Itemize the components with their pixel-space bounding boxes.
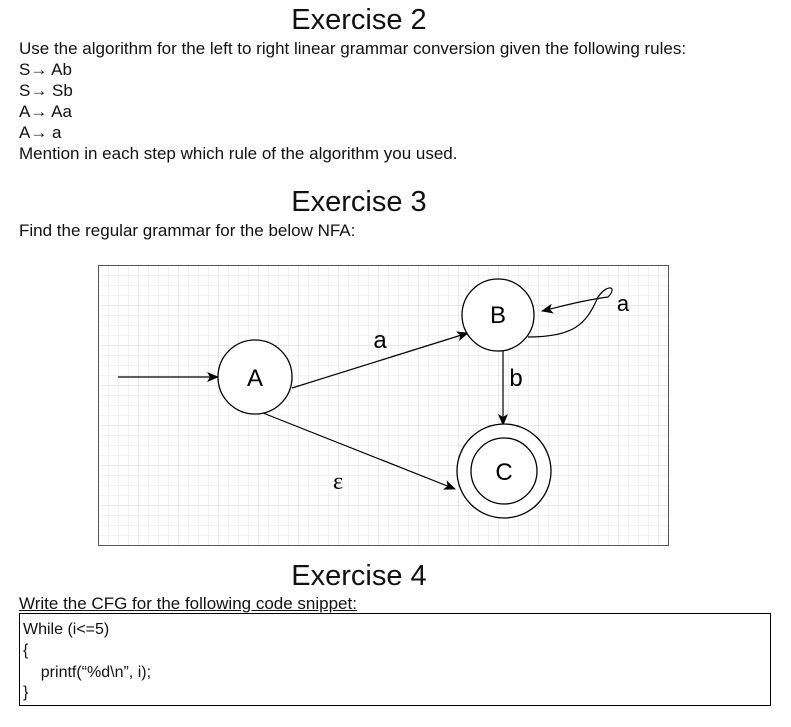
exercise-2-note: Mention in each step which rule of the algorithm you used. — [19, 144, 458, 163]
code-line-3: printf(“%d\n”, i); — [23, 664, 152, 681]
grammar-rule-2: S→ Sb — [19, 81, 73, 100]
exercise-2-title: Exercise 2 — [291, 4, 427, 36]
label-A-to-B: a — [373, 327, 387, 354]
grammar-rule-3: A→ Aa — [19, 102, 72, 121]
exercise-2-instruction: Use the algorithm for the left to right linear grammar conversion given the following rules: — [19, 39, 687, 58]
grammar-rule-1: S→ Ab — [19, 60, 72, 79]
label-A-to-C: ε — [332, 469, 344, 495]
code-line-2: { — [23, 642, 29, 659]
code-snippet-box — [19, 613, 771, 706]
exercise-4-instruction — [19, 593, 357, 614]
state-C-label: C — [495, 459, 513, 486]
label-B-self-loop: a — [616, 291, 630, 316]
nfa-diagram — [98, 265, 669, 546]
label-B-to-C: b — [509, 365, 523, 392]
state-A-label: A — [246, 365, 264, 392]
diagram-grid-frame — [99, 266, 669, 546]
code-line-1: While (i<=5) — [23, 621, 110, 638]
grammar-rule-4: A→ a — [19, 123, 62, 142]
exercise-4-title: Exercise 4 — [291, 560, 427, 592]
state-B-label: B — [489, 302, 507, 329]
exercise-4-instruction-text: Write the CFG for the following code snippet: — [19, 594, 357, 613]
exercise-3-title: Exercise 3 — [291, 186, 427, 218]
code-line-4: } — [23, 684, 29, 701]
exercise-3-instruction: Find the regular grammar for the below NFA: — [19, 221, 356, 240]
